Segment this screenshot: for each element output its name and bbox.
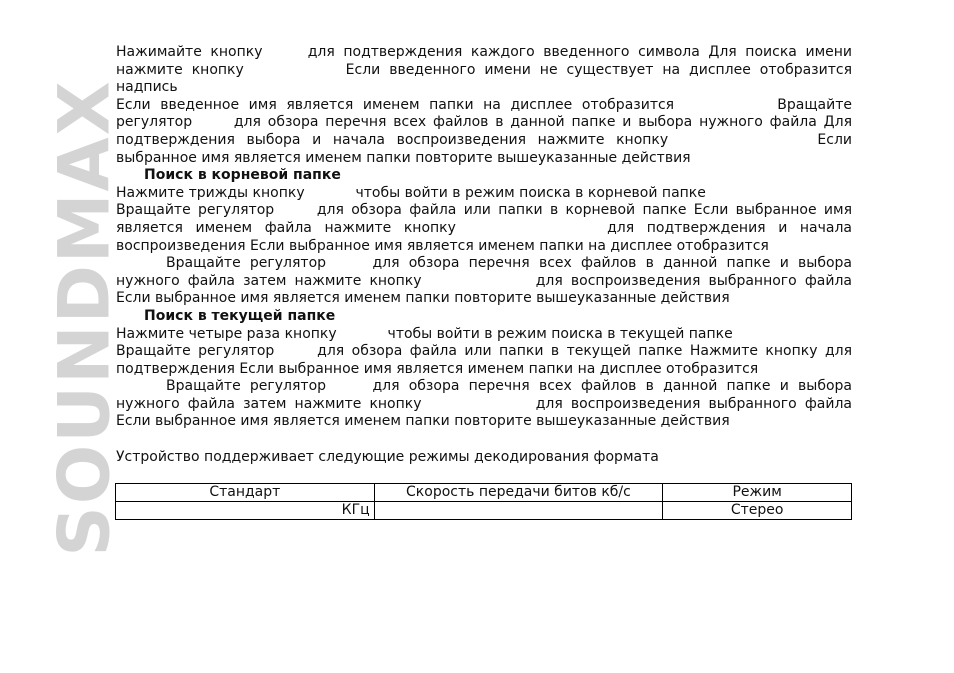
decoding-formats-table [115, 483, 852, 520]
brand-logo-text: SOUNDMAX [44, 79, 127, 557]
table-row [116, 502, 852, 520]
header-standard: Стандарт [116, 484, 375, 502]
paragraph-current-search-enter: Нажмите четыре раза кнопку чтобы войти в режим поиска в текущей папке [116, 325, 733, 342]
heading-root-folder-search: Поиск в корневой папке [144, 167, 341, 184]
cell-bitrate [374, 502, 663, 520]
paragraph-char-confirm: Нажимайте кнопку для подтверждения каждого введенного символа Для поиска имени нажмите кнопку Если введенного имени не существует на дисплее отобразится надпись [116, 44, 852, 96]
paragraph-root-search-browse: Вращайте регулятор для обзора файла или папки в корневой папке Если выбранное имя является именем файла нажмите кнопку для подтверждения и начала воспроизведения Если выбранное имя является именем папки на дисплее отобразится [116, 202, 852, 254]
brand-logo [44, 40, 127, 596]
header-bitrate: Скорость передачи битов кб/с [374, 484, 663, 502]
heading-current-folder-search: Поиск в текущей папке [144, 307, 336, 324]
paragraph-decoding-modes: Устройство поддерживает следующие режимы декодирования формата [116, 448, 659, 465]
paragraph-root-search-enter: Нажмите трижды кнопку чтобы войти в режим поиска в корневой папке [116, 184, 706, 201]
paragraph-current-search-files: Вращайте регулятор для обзора перечня всех файлов в данной папке и выбора нужного файла затем нажмите кнопку для воспроизведения выбранного файла Если выбранное имя является именем папки повторите вышеуказанные действия [116, 378, 852, 430]
paragraph-current-search-browse: Вращайте регулятор для обзора файла или папки в текущей папке Нажмите кнопку для подтверждения Если выбранное имя является именем папки на дисплее отобразится [116, 343, 852, 377]
manual-body [116, 44, 852, 466]
paragraph-root-search-files: Вращайте регулятор для обзора перечня всех файлов в данной папке и выбора нужного файла затем нажмите кнопку для воспроизведения выбранного файла Если выбранное имя является именем папки повторите вышеуказанные действия [116, 255, 852, 307]
cell-standard: КГц [116, 502, 375, 520]
cell-mode: Стерео [663, 502, 852, 520]
header-mode: Режим [663, 484, 852, 502]
paragraph-folder-select: Если введенное имя является именем папки на дисплее отобразится Вращайте регулятор для обзора перечня всех файлов в данной папке и выбора нужного файла Для подтверждения выбора и начала воспроизведения нажмите кнопку Если выбранное имя является именем папки повторите вышеуказанные действия [116, 96, 852, 166]
table-header-row [116, 484, 852, 502]
